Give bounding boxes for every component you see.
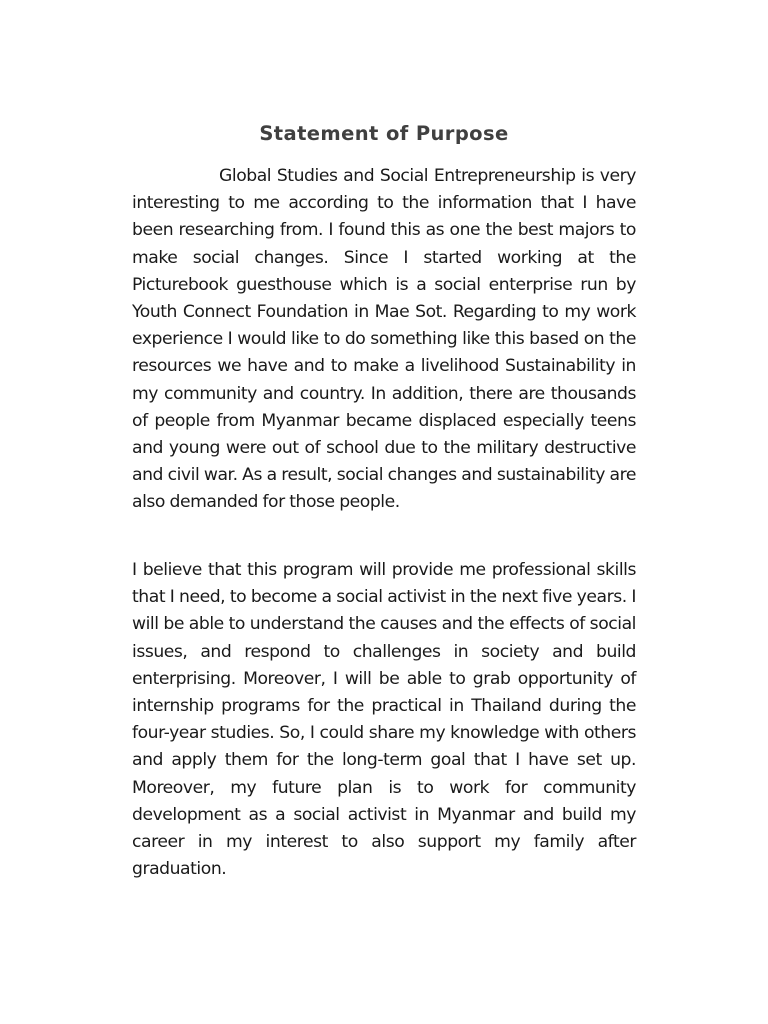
paragraph-1: Global Studies and Social Entrepreneurship is very interesting to me according to the information that I have been researching from. I found this as one the best majors to make social changes. Since I started working at the Picturebook guesthouse which is a social enterprise run by Youth Connect Foundation in Mae Sot. Regarding to my work experience I would like to do something like this based on the resources we have and to make a livelihood Sustainability in my community and country. In addition, there are thousands of people from Myanmar became displaced especially teens and young were out of school due to the military destructive and civil war. As a result, social changes and sustainability are also demanded for those people. — [132, 166, 636, 513]
paragraph-2: I believe that this program will provide me professional skills that I need, to become a social activist in the next five years. I will be able to understand the causes and the effects of social issues, and respond to challenges in society and build enterprising. Moreover, I will be able to grab opportunity of internship programs for the practical in Thailand during the four-year studies. So, I could share my knowledge with others and apply them for the long-term goal that I have set up. Moreover, my future plan is to work for community development as a social activist in Myanmar and build my career in my interest to also support my family after graduation. — [132, 560, 636, 880]
document-title: Statement of Purpose — [259, 122, 509, 145]
